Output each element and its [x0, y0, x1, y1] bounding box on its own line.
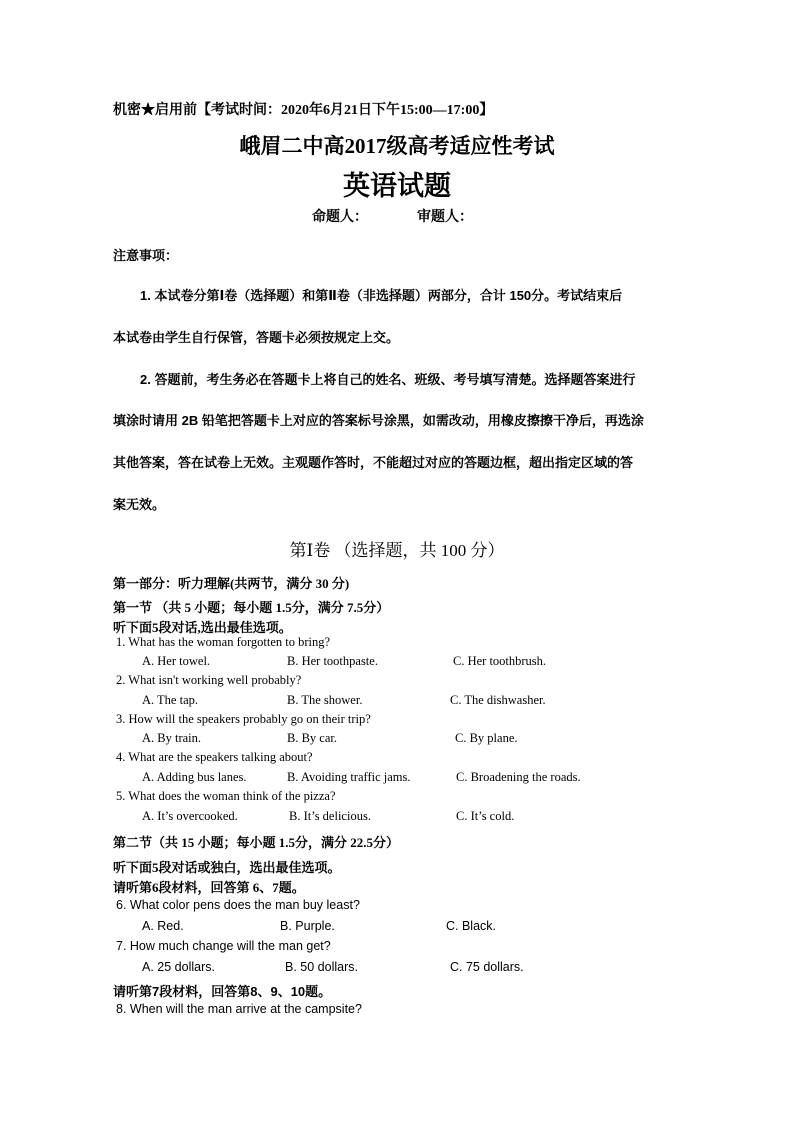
notes-item2-line4: 案无效。	[113, 497, 166, 512]
notes-item1-line1: 1. 本试卷分第Ⅰ卷（选择题）和第Ⅱ卷（非选择题）两部分，合计 150分。考试结束后	[140, 288, 623, 303]
option-c: C. It’s cold.	[456, 809, 515, 823]
question-stem: 5. What does the woman think of the pizza?	[116, 789, 336, 803]
option-c: C. 75 dollars.	[450, 960, 524, 974]
section2-instruction: 听下面5段对话或独白，选出最佳选项。	[113, 860, 341, 875]
reviewer-label: 审题人：	[417, 210, 473, 225]
option-b: B. By car.	[287, 731, 337, 745]
question-stem: 8. When will the man arrive at the campsite?	[116, 1002, 362, 1016]
notes-item2-line3: 其他答案，答在试卷上无效。主观题作答时，不能超过对应的答题边框，超出指定区域的答	[113, 455, 634, 470]
option-c: C. Broadening the roads.	[456, 770, 581, 784]
option-a: A. Red.	[142, 919, 184, 933]
option-a: A. 25 dollars.	[142, 960, 215, 974]
notes-item2-line2: 填涂时请用 2B 铅笔把答题卡上对应的答案标号涂黑，如需改动，用橡皮擦擦干净后，再选涂	[113, 413, 644, 428]
option-c: C. By plane.	[455, 731, 518, 745]
option-a: A. It’s overcooked.	[142, 809, 238, 823]
option-c: C. Her toothbrush.	[453, 654, 547, 668]
subject-title: 英语试题	[343, 171, 451, 201]
option-b: B. 50 dollars.	[285, 960, 358, 974]
option-a: A. Adding bus lanes.	[142, 770, 247, 784]
volume1-title: 第Ⅰ卷 （选择题，共 100 分）	[289, 541, 505, 560]
question-stem: 1. What has the woman forgotten to bring?	[116, 635, 331, 649]
confidential-line: 机密★启用前【考试时间：2020年6月21日下午15:00—17:00】	[113, 103, 494, 118]
section1-heading: 第一节 （共 5 小题；每小题 1.5分，满分 7.5分）	[113, 600, 390, 615]
question-stem: 4. What are the speakers talking about?	[116, 750, 313, 764]
option-a: A. The tap.	[142, 693, 199, 707]
option-c: C. The dishwasher.	[450, 693, 546, 707]
exam-title: 峨眉二中高2017级高考适应性考试	[239, 134, 555, 158]
notes-item1-line2: 本试卷由学生自行保管，答题卡必须按规定上交。	[113, 330, 400, 345]
section1-instruction: 听下面5段对话,选出最佳选项。	[113, 620, 292, 635]
option-c: C. Black.	[446, 919, 497, 933]
proposer-label: 命题人：	[312, 210, 368, 225]
question-stem: 6. What color pens does the man buy least?	[116, 898, 360, 912]
question-stem: 7. How much change will the man get?	[116, 939, 331, 953]
option-b: B. Purple.	[280, 919, 335, 933]
option-b: B. Avoiding traffic jams.	[287, 770, 411, 784]
group6-heading: 请听第6段材料，回答第 6、7题。	[113, 880, 305, 895]
option-b: B. The shower.	[287, 693, 363, 707]
option-a: A. Her towel.	[142, 654, 211, 668]
notes-heading: 注意事项：	[113, 248, 179, 263]
group7-heading: 请听第7段材料，回答第8、9、10题。	[113, 984, 332, 999]
option-a: A. By train.	[142, 731, 202, 745]
notes-item2-line1: 2. 答题前，考生务必在答题卡上将自己的姓名、班级、考号填写清楚。选择题答案进行	[140, 372, 636, 387]
section2-heading: 第二节（共 15 小题；每小题 1.5分，满分 22.5分）	[113, 835, 400, 850]
question-stem: 2. What isn't working well probably?	[116, 673, 302, 687]
option-b: B. Her toothpaste.	[287, 654, 378, 668]
option-b: B. It’s delicious.	[289, 809, 371, 823]
part1-heading: 第一部分：听力理解(共两节，满分 30 分)	[113, 576, 350, 591]
question-stem: 3. How will the speakers probably go on their trip?	[116, 712, 371, 726]
